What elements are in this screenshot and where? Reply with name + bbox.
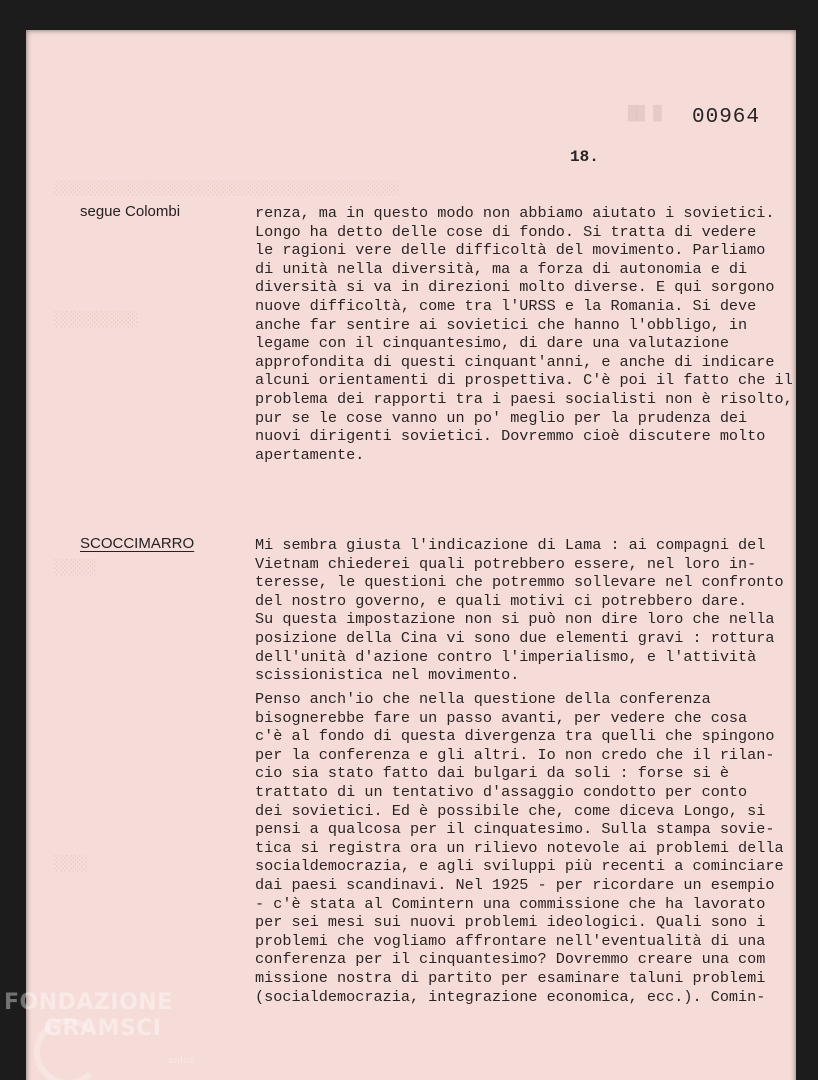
text-line: - c'è stata al Comintern una commissione che ha lavorato (255, 894, 766, 913)
bleed-through: ░░░░░░░░░░ (54, 312, 139, 328)
text-line: del nostro governo, e quali motivi ci potrebbero dare. (255, 591, 748, 610)
text-line: trattato di un tentativo d'assaggio condotto per conto (255, 782, 748, 801)
archive-number: 00964 (692, 106, 761, 129)
text-line: socialdemocrazia, e agli sviluppi più recenti a cominciare (255, 857, 784, 876)
watermark-line: onlus (168, 1056, 195, 1066)
text-line: per la conferenza e gli altri. Io non credo che il rilan- (255, 745, 775, 764)
bleed-through: ░░░░░ (54, 560, 97, 576)
text-line: le ragioni vere delle difficoltà del movimento. Parliamo (255, 241, 766, 260)
text-line: Penso anch'io che nella questione della conferenza (255, 690, 711, 708)
bleed-through: ░░░░░░░░░░░░░░░░░░░░░░░░░░░░░░░░░░░░░░░░░ (54, 180, 400, 196)
speech-text (255, 536, 815, 685)
text-line: anche far sentire ai sovietici che hanno l'obbligo, in (255, 315, 748, 334)
text-line: di unità nella diversità, ma a forza di autonomia e di (255, 259, 748, 278)
text-line: posizione della Cina vi sono due elementi gravi : rottura (255, 628, 775, 647)
speaker-label: SCOCCIMARRO (80, 535, 195, 552)
archive-watermark (4, 990, 195, 1066)
text-line: per sei mesi sui nuovi problemi ideologici. Quali sono i (255, 913, 766, 932)
text-line: problema dei rapporti tra i paesi socialisti non è risolto, (255, 389, 793, 408)
text-line: bisognerebbe fare un passo avanti, per vedere che cosa (255, 708, 748, 727)
text-line: dei sovietici. Ed è possibile che, come diceva Longo, si (255, 801, 766, 820)
text-line: dai paesi scandinavi. Nel 1925 - per ricordare un esempio (255, 875, 775, 894)
text-line: Mi sembra giusta l'indicazione di Lama : ai compagni del (255, 536, 766, 554)
text-line: cio sia stato fatto dai bulgari da soli : forse si è (255, 764, 729, 783)
text-line: conferenza per il cinquantesimo? Dovremmo creare una com (255, 950, 766, 969)
text-line: scissionistica nel movimento. (255, 666, 520, 685)
text-line: approfondita di questi cinquant'anni, e anche di indicare (255, 352, 775, 371)
text-line: tica si registra ora un rilievo notevole ai problemi della (255, 838, 784, 857)
watermark-line: GRAMSCI (44, 1016, 162, 1041)
speaker-label: segue Colombi (80, 203, 181, 220)
text-line: pur se le cose vanno un po' meglio per la prudenza dei (255, 408, 748, 427)
speech-text (255, 204, 815, 464)
typewritten-page (26, 30, 796, 1080)
text-line: teresse, le questioni che potremmo sollevare nel confronto (255, 573, 784, 592)
logo-ring-icon (34, 1018, 102, 1080)
text-line: Longo ha detto delle cose di fondo. Si tratta di vedere (255, 222, 757, 241)
text-line: diversità si va in direzioni molto diverse. E qui sorgono (255, 278, 775, 297)
text-line: missione nostra di partito per esaminare taluni problemi (255, 968, 766, 987)
watermark-line: FONDAZIONE (4, 990, 173, 1015)
bleed-through: ██ █ (628, 106, 662, 122)
text-line: legame con il cinquantesimo, di dare una valutazione (255, 334, 729, 353)
bleed-through: ░░░░ (54, 856, 88, 872)
text-line: alcuni orientamenti di prospettiva. C'è poi il fatto che il (255, 371, 793, 390)
text-line: renza, ma in questo modo non abbiamo aiutato i sovietici. (255, 204, 775, 222)
text-line: pensi a qualcosa per il cinquatesimo. Sulla stampa sovie- (255, 820, 775, 839)
speech-text (255, 690, 815, 1006)
text-line: Su questa impostazione non si può non dire loro che nella (255, 610, 775, 629)
text-line: Vietnam chiederei quali potrebbero essere, nel loro in- (255, 554, 757, 573)
text-line: c'è al fondo di questa divergenza tra quelli che spingono (255, 727, 775, 746)
page-number: 18. (570, 148, 599, 166)
text-line: nuovi dirigenti sovietici. Dovremmo cioè discutere molto (255, 427, 766, 446)
text-line: problemi che vogliamo affrontare nell'eventualità di una (255, 931, 766, 950)
text-line: apertamente. (255, 445, 365, 464)
text-line: nuove difficoltà, come tra l'URSS e la Romania. Si deve (255, 296, 757, 315)
text-line: (socialdemocrazia, integrazione economica, ecc.). Comin- (255, 987, 766, 1006)
text-line: dell'unità d'azione contro l'imperialismo, e l'attività (255, 647, 757, 666)
